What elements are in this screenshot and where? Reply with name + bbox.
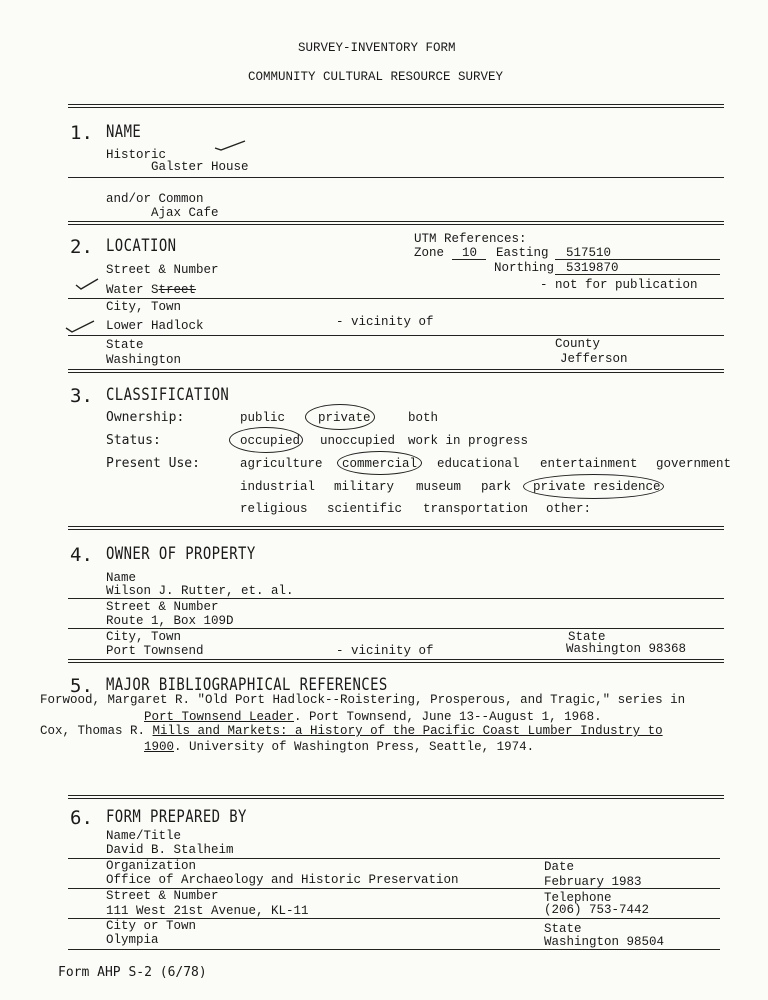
county-value: Jefferson — [560, 352, 628, 366]
divider — [68, 949, 720, 950]
option-agriculture: agriculture — [240, 457, 323, 471]
option-industrial: industrial — [240, 480, 316, 494]
section-title-owner: OWNER OF PROPERTY — [106, 544, 256, 564]
historic-label: Historic — [106, 148, 167, 162]
section-number: 5. — [70, 675, 93, 697]
preparer-city-value: Olympia — [106, 933, 159, 947]
owner-state-value: Washington 98368 — [566, 642, 687, 656]
form-title: SURVEY-INVENTORY FORM — [298, 41, 456, 55]
street-value: Water Street — [106, 283, 197, 297]
option-entertainment: entertainment — [540, 457, 638, 471]
owner-state-label: State — [568, 630, 606, 644]
option-work-in-progress: work in progress — [408, 434, 529, 448]
reference-1-line-2: Port Townsend Leader. Port Townsend, June 13--August 1, 1968. — [144, 710, 602, 724]
street-label: Street & Number — [106, 263, 219, 277]
divider — [68, 335, 724, 336]
option-occupied: occupied — [240, 434, 301, 448]
ownership-label: Ownership: — [106, 410, 185, 425]
reference-2-line-2: 1900. University of Washington Press, Seattle, 1974. — [144, 740, 535, 754]
date-value: February 1983 — [544, 875, 642, 889]
reference-2-line-1: Cox, Thomas R. Mills and Markets: a History of the Pacific Coast Lumber Industry to — [40, 724, 663, 738]
option-military: military — [334, 480, 395, 494]
vicinity-of: - vicinity of — [336, 315, 434, 329]
section-number: 4. — [70, 544, 93, 566]
divider — [68, 628, 724, 629]
preparer-name-value: David B. Stalheim — [106, 843, 234, 857]
common-label: and/or Common — [106, 192, 204, 206]
preparer-state-label: State — [544, 922, 582, 936]
option-museum: museum — [416, 480, 462, 494]
owner-vicinity-of: - vicinity of — [336, 644, 434, 658]
county-label: County — [555, 337, 601, 351]
not-for-publication: - not for publication — [540, 278, 698, 292]
option-private-residence: private residence — [533, 480, 661, 494]
reference-1-line-1: Forwood, Margaret R. "Old Port Hadlock--Roistering, Prosperous, and Tragic," series in — [40, 693, 686, 707]
section-title-references: MAJOR BIBLIOGRAPHICAL REFERENCES — [106, 675, 388, 695]
section-title-location: LOCATION — [106, 236, 177, 256]
form-id: Form AHP S-2 (6/78) — [58, 965, 207, 980]
divider — [68, 526, 724, 530]
divider — [68, 298, 724, 299]
divider — [68, 221, 724, 225]
owner-street-value: Route 1, Box 109D — [106, 614, 234, 628]
owner-city-value: Port Townsend — [106, 644, 204, 658]
zone-value: 10 — [462, 246, 478, 260]
checkmark-icon — [74, 277, 100, 291]
divider — [68, 177, 724, 178]
section-title-classification: CLASSIFICATION — [106, 385, 230, 405]
option-both: both — [408, 411, 439, 425]
date-label: Date — [544, 860, 575, 874]
common-value: Ajax Cafe — [151, 206, 219, 220]
owner-street-label: Street & Number — [106, 600, 219, 614]
selected-circle — [337, 451, 422, 475]
city-value: Lower Hadlock — [106, 319, 204, 333]
option-religious: religious — [240, 502, 308, 516]
option-government: government — [656, 457, 732, 471]
preparer-street-value: 111 West 21st Avenue, KL-11 — [106, 904, 309, 918]
utm-label: UTM References: — [414, 232, 527, 246]
section-title-name: NAME — [106, 122, 142, 142]
option-scientific: scientific — [327, 502, 403, 516]
section-title-form-prepared-by: FORM PREPARED BY — [106, 807, 247, 827]
section-number: 2. — [70, 236, 93, 258]
owner-name-label: Name — [106, 571, 137, 585]
present-use-label: Present Use: — [106, 456, 200, 471]
selected-circle — [229, 427, 303, 453]
zone-label: Zone — [414, 246, 445, 260]
city-label: City, Town — [106, 300, 182, 314]
telephone-value: (206) 753-7442 — [544, 903, 650, 917]
option-unoccupied: unoccupied — [320, 434, 396, 448]
northing-value: 5319870 — [566, 261, 619, 275]
selected-circle — [523, 474, 664, 499]
form-subtitle: COMMUNITY CULTURAL RESOURCE SURVEY — [248, 70, 504, 84]
option-commercial: commercial — [342, 457, 418, 471]
option-park: park — [481, 480, 512, 494]
option-transportation: transportation — [423, 502, 529, 516]
divider — [68, 795, 724, 799]
telephone-label: Telephone — [544, 891, 612, 905]
section-number: 1. — [70, 122, 93, 144]
organization-label: Organization — [106, 859, 197, 873]
divider — [68, 369, 724, 373]
divider — [68, 598, 724, 599]
option-private: private — [318, 411, 371, 425]
option-other: other: — [546, 502, 592, 516]
preparer-street-label: Street & Number — [106, 889, 219, 903]
status-label: Status: — [106, 433, 161, 448]
preparer-state-value: Washington 98504 — [544, 935, 665, 949]
state-label: State — [106, 338, 144, 352]
divider — [68, 659, 724, 663]
section-number: 6. — [70, 807, 93, 829]
checkmark-icon — [213, 138, 247, 152]
option-educational: educational — [437, 457, 520, 471]
preparer-city-label: City or Town — [106, 919, 197, 933]
state-value: Washington — [106, 353, 182, 367]
historic-value: Galster House — [151, 160, 249, 174]
option-public: public — [240, 411, 286, 425]
organization-value: Office of Archaeology and Historic Preservation — [106, 873, 459, 887]
divider — [68, 104, 724, 108]
easting-value: 517510 — [566, 246, 612, 260]
checkmark-icon — [64, 318, 96, 334]
easting-label: Easting — [496, 246, 549, 260]
selected-circle — [305, 404, 375, 430]
northing-label: Northing — [494, 261, 555, 275]
owner-name-value: Wilson J. Rutter, et. al. — [106, 584, 294, 598]
owner-city-label: City, Town — [106, 630, 182, 644]
section-number: 3. — [70, 385, 93, 407]
preparer-name-label: Name/Title — [106, 829, 182, 843]
